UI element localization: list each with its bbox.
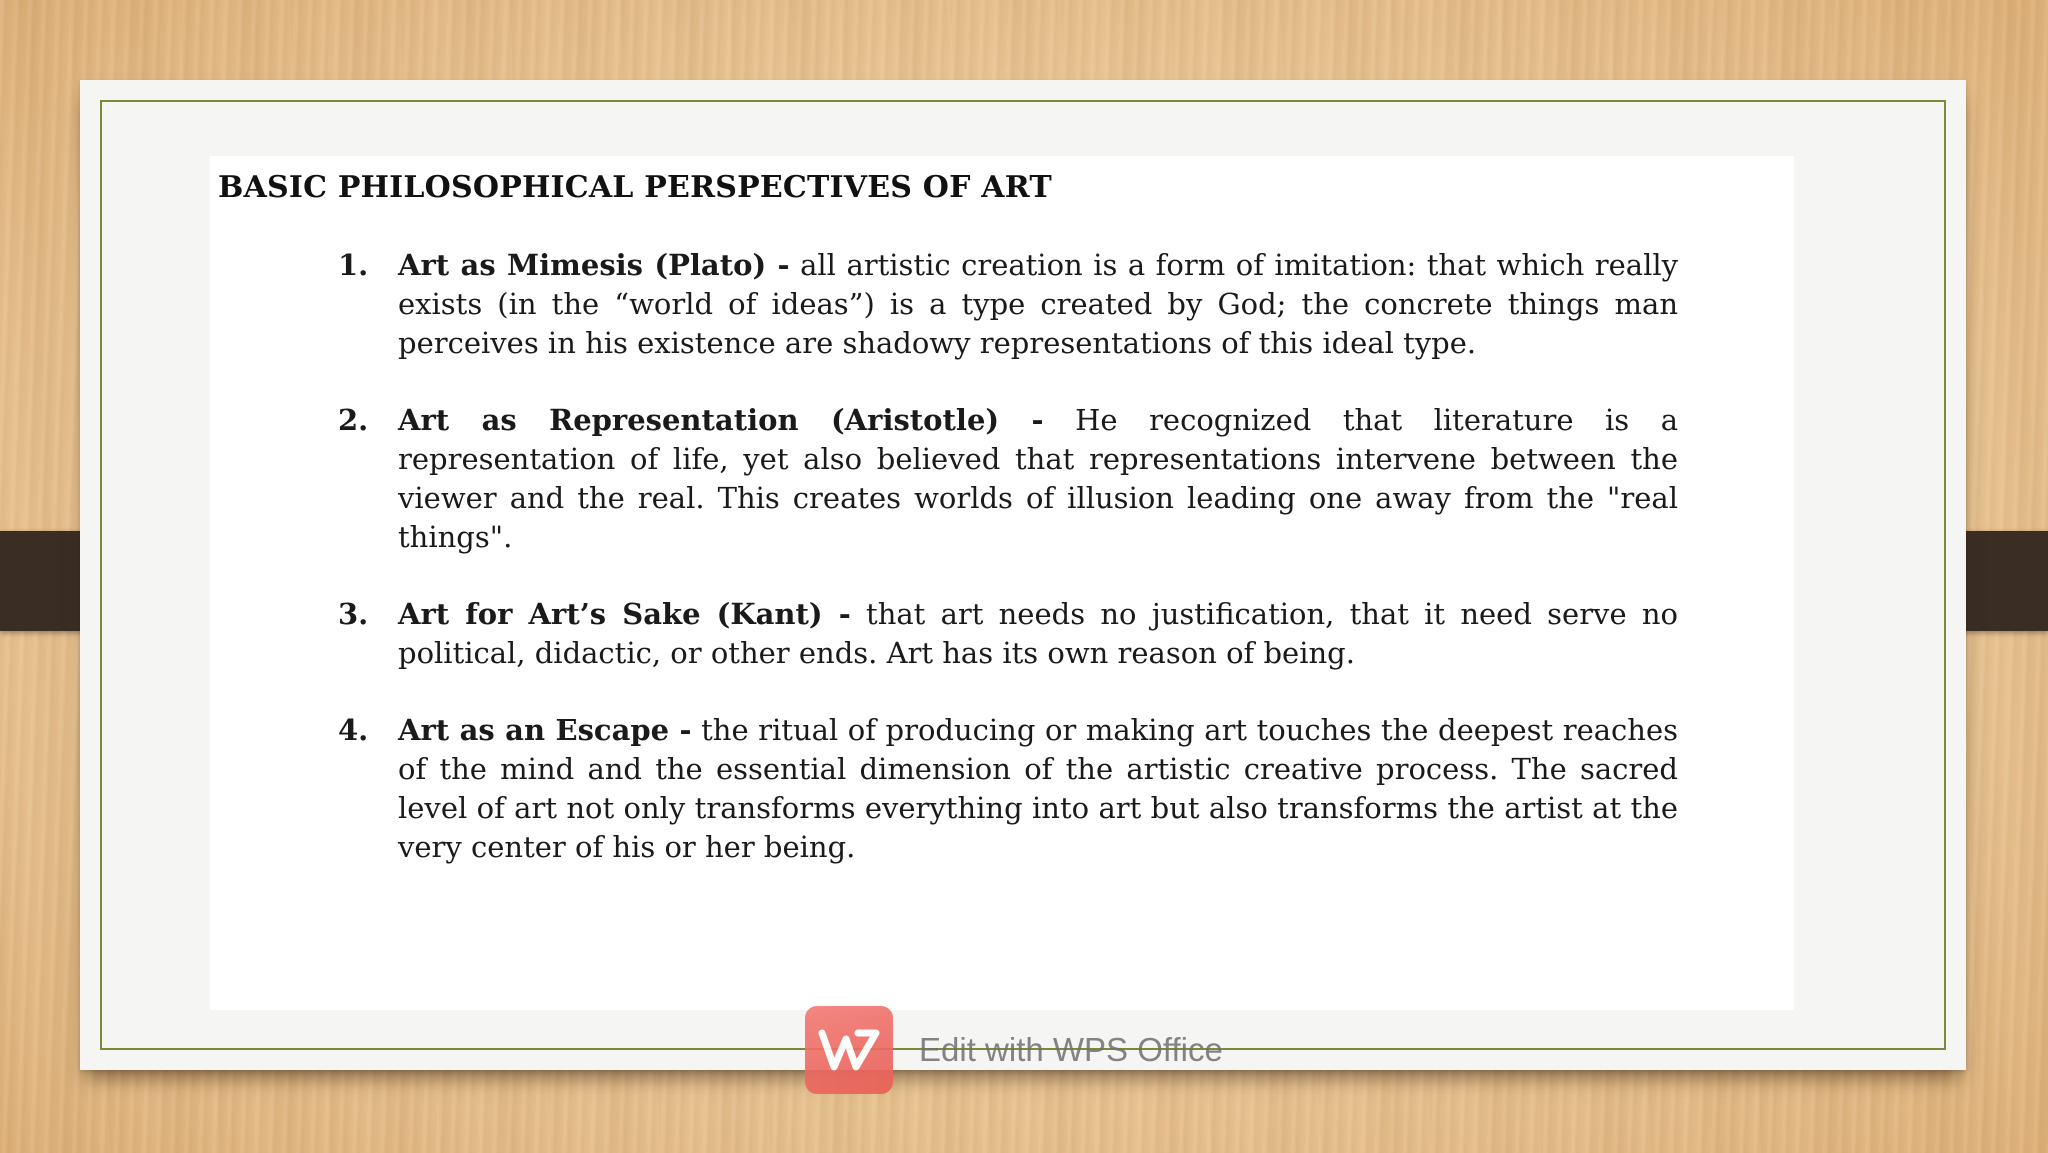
item-description: He recognized that literature is a representation of life, yet also believed that representations intervene between the viewer and the real. This creates worlds of illusion leading one away from the "real things". xyxy=(398,403,1679,554)
document-page xyxy=(210,156,1794,1010)
item-number: 3. xyxy=(338,597,369,631)
item-term: Art as an Escape - xyxy=(398,713,692,747)
document-title: BASIC PHILOSOPHICAL PERSPECTIVES OF ART xyxy=(218,170,1052,205)
item-term: Art as Representation (Aristotle) - xyxy=(398,403,1044,437)
wps-w-glyph-icon xyxy=(818,1027,880,1073)
list-item xyxy=(338,246,1678,363)
item-number: 2. xyxy=(338,403,369,437)
perspectives-list xyxy=(338,246,1678,905)
item-description: that art needs no justification, that it need serve no political, didactic, or other ends. Art has its own reason of being. xyxy=(398,597,1678,670)
item-number: 4. xyxy=(338,713,369,747)
item-description: all artistic creation is a form of imitation: that which really exists (in the “world of ideas”) is a type created by God; the concrete things man perceives in his existence are shadowy representations of this ideal type. xyxy=(398,248,1679,360)
slide-paper xyxy=(80,80,1966,1070)
wps-edit-label[interactable]: Edit with WPS Office xyxy=(919,1031,1223,1068)
list-item xyxy=(338,401,1678,557)
list-item xyxy=(338,711,1678,867)
item-term: Art as Mimesis (Plato) - xyxy=(398,248,790,282)
wps-logo-icon[interactable] xyxy=(805,1006,893,1094)
wps-watermark[interactable] xyxy=(805,1006,1223,1094)
item-term: Art for Art’s Sake (Kant) - xyxy=(398,597,851,631)
item-description: the ritual of producing or making art touches the deepest reaches of the mind and the essential dimension of the artistic creative process. The sacred level of art not only transforms everything into art but also transforms the artist at the very center of his or her being. xyxy=(398,713,1678,864)
item-number: 1. xyxy=(338,248,369,282)
list-item xyxy=(338,595,1678,673)
